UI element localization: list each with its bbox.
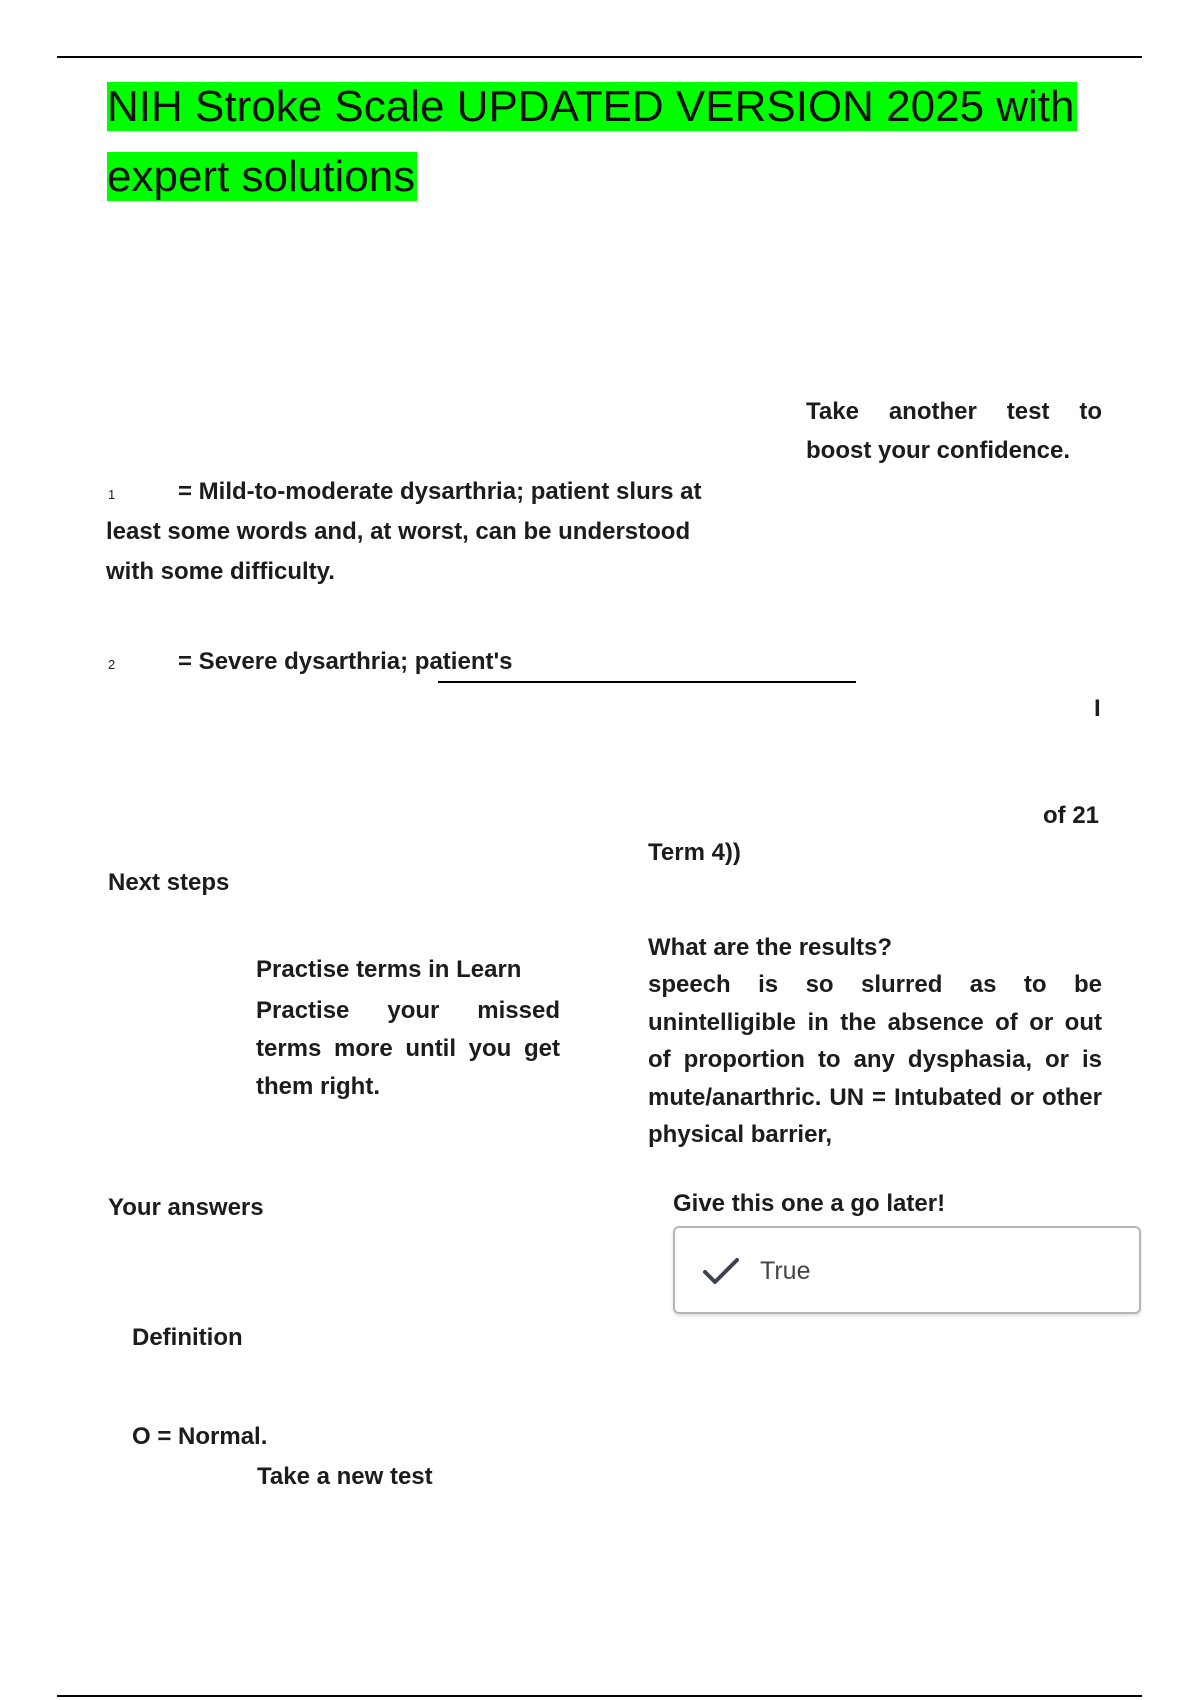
document-title bbox=[107, 72, 1107, 212]
term-label: Term 4)) bbox=[648, 839, 741, 866]
answer-underline bbox=[438, 681, 856, 683]
title-line-2: expert solutions bbox=[107, 152, 416, 201]
your-answers-heading: Your answers bbox=[108, 1194, 264, 1221]
scale-item-number: 1 bbox=[108, 487, 116, 502]
top-rule bbox=[57, 56, 1142, 58]
feedback-prompt: Give this one a go later! bbox=[673, 1190, 946, 1217]
definition-value: O = Normal. bbox=[132, 1423, 268, 1450]
results-question: What are the results? bbox=[648, 934, 893, 961]
take-new-test-link[interactable]: Take a new test bbox=[257, 1463, 433, 1490]
learn-description: Practise your missed terms more until you get them right. bbox=[256, 997, 560, 1100]
definition-label: Definition bbox=[132, 1324, 243, 1351]
next-steps-heading: Next steps bbox=[108, 869, 230, 896]
results-definition: speech is so slurred as to be unintelligible in the absence of or out of proportion to any dysphasia, or is mute/anarthric. UN = Intubated or other physical barrier, bbox=[648, 971, 1102, 1148]
learn-link[interactable]: Practise terms in Learn bbox=[256, 956, 522, 983]
title-line-1: NIH Stroke Scale UPDATED VERSION 2025 with bbox=[107, 82, 1075, 131]
scale-item-text: = Severe dysarthria; patient's bbox=[178, 648, 513, 675]
page-count: of 21 bbox=[1043, 802, 1100, 829]
answer-option-true[interactable] bbox=[673, 1226, 1141, 1314]
check-icon bbox=[701, 1252, 741, 1290]
scale-item-text: = Mild-to-moderate dysarthria; patient slurs at least some words and, at worst, can be understood with some difficulty. bbox=[106, 478, 702, 585]
stray-mark: I bbox=[1094, 695, 1101, 722]
answer-option-label: True bbox=[760, 1257, 811, 1285]
take-another-test-note: Take another test to boost your confidence. bbox=[806, 398, 1102, 464]
bottom-rule bbox=[57, 1695, 1142, 1697]
scale-item-number: 2 bbox=[108, 657, 116, 672]
